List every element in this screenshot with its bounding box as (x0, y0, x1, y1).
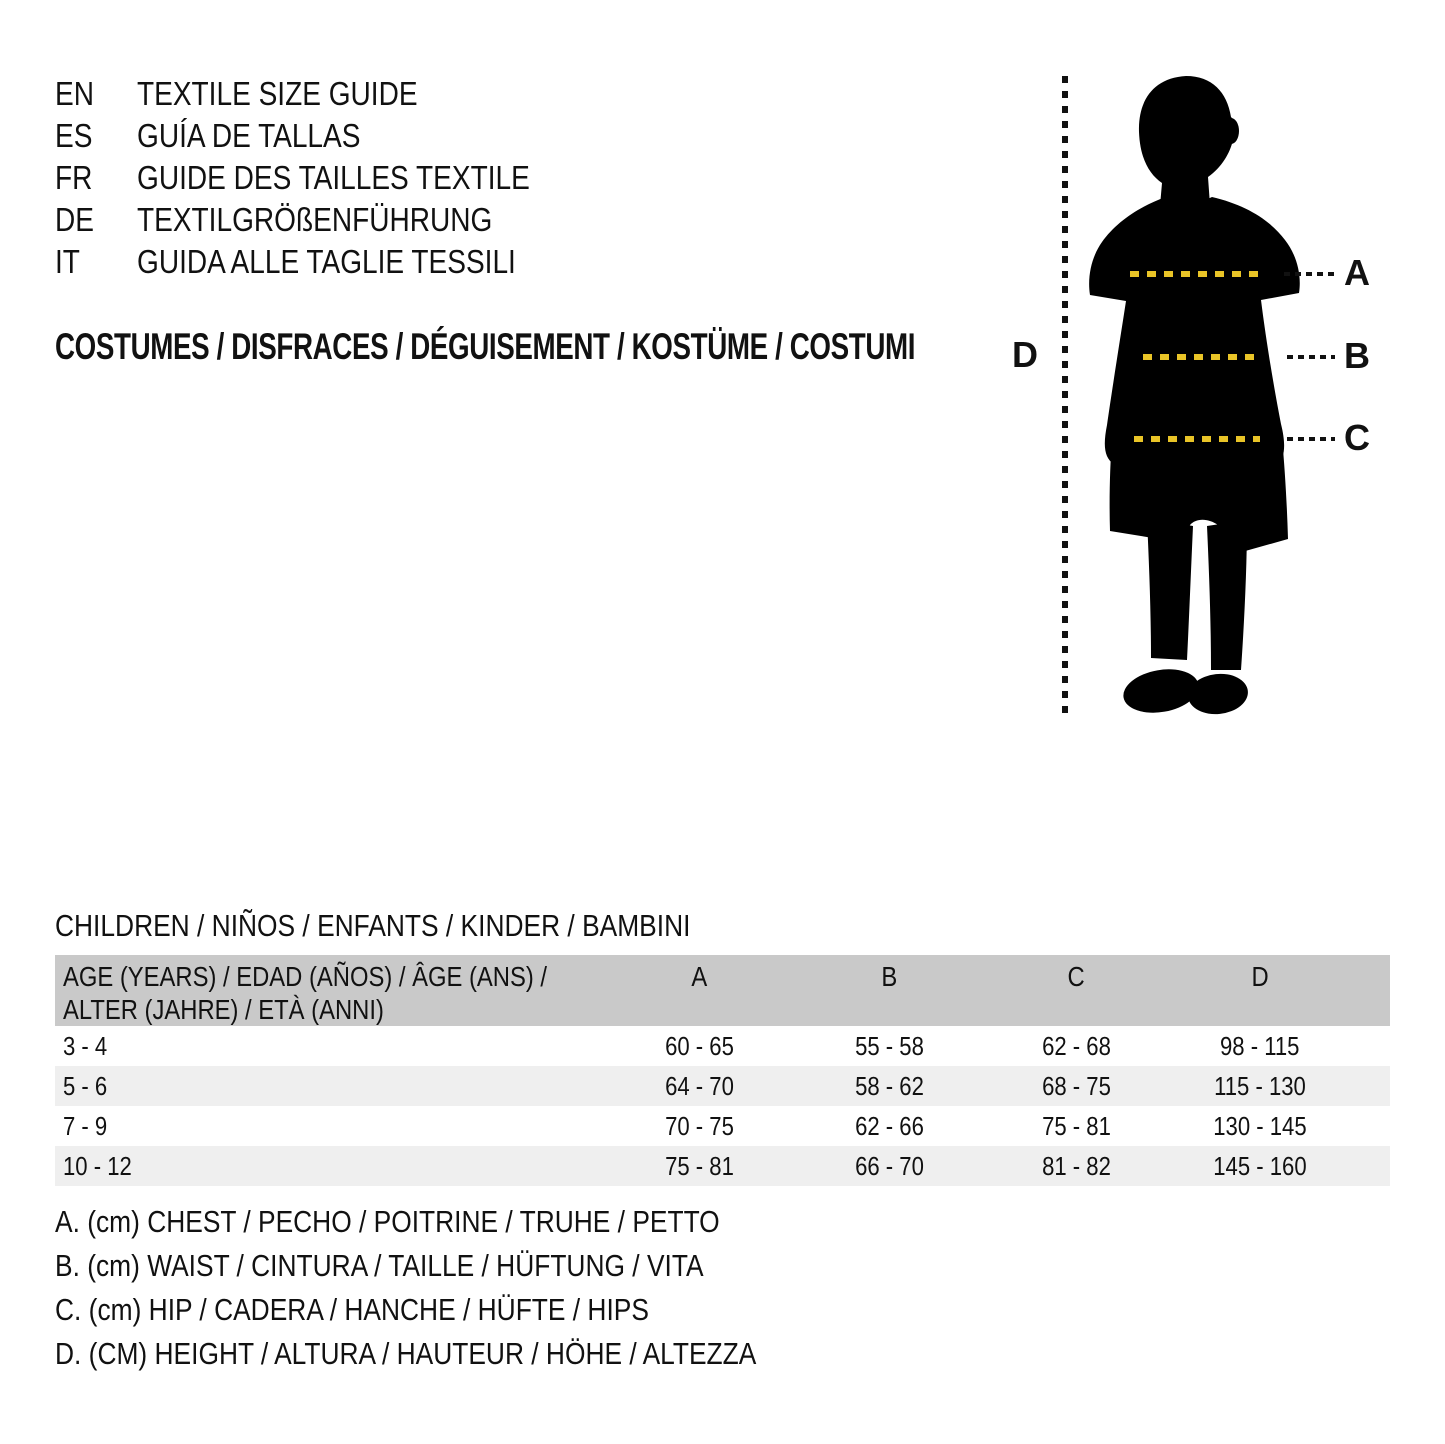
language-code: EN (55, 75, 94, 113)
legend-line-height: D. (CM) HEIGHT / ALTURA / HAUTEUR / HÖHE / ALTEZZA (55, 1336, 757, 1371)
height-cell: 115 - 130 (1213, 1070, 1306, 1101)
chest-cell: 64 - 70 (664, 1070, 734, 1101)
legend-line-chest: A. (cm) CHEST / PECHO / POITRINE / TRUHE / PETTO (55, 1204, 720, 1239)
hip-cell: 81 - 82 (1041, 1150, 1111, 1181)
age-cell: 7 - 9 (63, 1110, 108, 1141)
measurement-legend (55, 1200, 880, 1376)
legend-line-waist: B. (cm) WAIST / CINTURA / TAILLE / HÜFTUNG / VITA (55, 1248, 704, 1283)
height-cell: 130 - 145 (1213, 1110, 1307, 1141)
table-row (55, 1026, 1390, 1066)
language-code: FR (55, 159, 93, 197)
language-code: ES (55, 117, 93, 155)
age-cell: 3 - 4 (63, 1030, 108, 1061)
chest-cell: 70 - 75 (664, 1110, 734, 1141)
measure-label-a: A (1344, 252, 1370, 293)
table-header-row (55, 955, 1390, 1026)
height-cell: 145 - 160 (1213, 1150, 1307, 1181)
hip-cell: 62 - 68 (1041, 1030, 1111, 1061)
age-header-cell: AGE (YEARS) / EDAD (AÑOS) / ÂGE (ANS) / ALTER (JAHRE) / ETÀ (ANNI) (63, 961, 548, 1025)
measure-label-d: D (1012, 334, 1038, 375)
age-cell: 10 - 12 (63, 1150, 132, 1181)
section-title: CHILDREN / NIÑOS / ENFANTS / KINDER / BAMBINI (55, 908, 691, 943)
language-code: IT (55, 243, 80, 281)
size-table (55, 955, 1390, 1186)
language-title: GUIDA ALLE TAGLIE TESSILI (137, 243, 516, 281)
table-row (55, 1146, 1390, 1186)
waist-cell: 62 - 66 (854, 1110, 924, 1141)
col-header-c: C (1067, 961, 1085, 992)
measure-label-c: C (1344, 417, 1370, 458)
hip-cell: 75 - 81 (1041, 1110, 1111, 1141)
chest-cell: 75 - 81 (664, 1150, 734, 1181)
col-header-d: D (1251, 961, 1269, 992)
category-title: COSTUMES / DISFRACES / DÉGUISEMENT / KOSTÜME / COSTUMI (55, 326, 916, 367)
language-title: TEXTILGRÖßENFÜHRUNG (137, 201, 493, 239)
language-code: DE (55, 201, 94, 239)
child-silhouette (1089, 76, 1300, 718)
chest-cell: 60 - 65 (664, 1030, 734, 1061)
language-title: TEXTILE SIZE GUIDE (137, 75, 418, 113)
height-cell: 98 - 115 (1220, 1030, 1300, 1061)
hip-cell: 68 - 75 (1041, 1070, 1111, 1101)
language-title: GUÍA DE TALLAS (137, 117, 361, 155)
waist-cell: 58 - 62 (854, 1070, 924, 1101)
measure-label-b: B (1344, 335, 1370, 376)
language-title: GUIDE DES TAILLES TEXTILE (137, 159, 530, 197)
legend-line-hip: C. (cm) HIP / CADERA / HANCHE / HÜFTE / HIPS (55, 1292, 649, 1327)
age-cell: 5 - 6 (63, 1070, 108, 1101)
waist-cell: 55 - 58 (854, 1030, 924, 1061)
table-row (55, 1066, 1390, 1106)
table-row (55, 1106, 1390, 1146)
col-header-b: B (881, 961, 898, 992)
col-header-a: A (691, 961, 708, 992)
waist-cell: 66 - 70 (854, 1150, 924, 1181)
